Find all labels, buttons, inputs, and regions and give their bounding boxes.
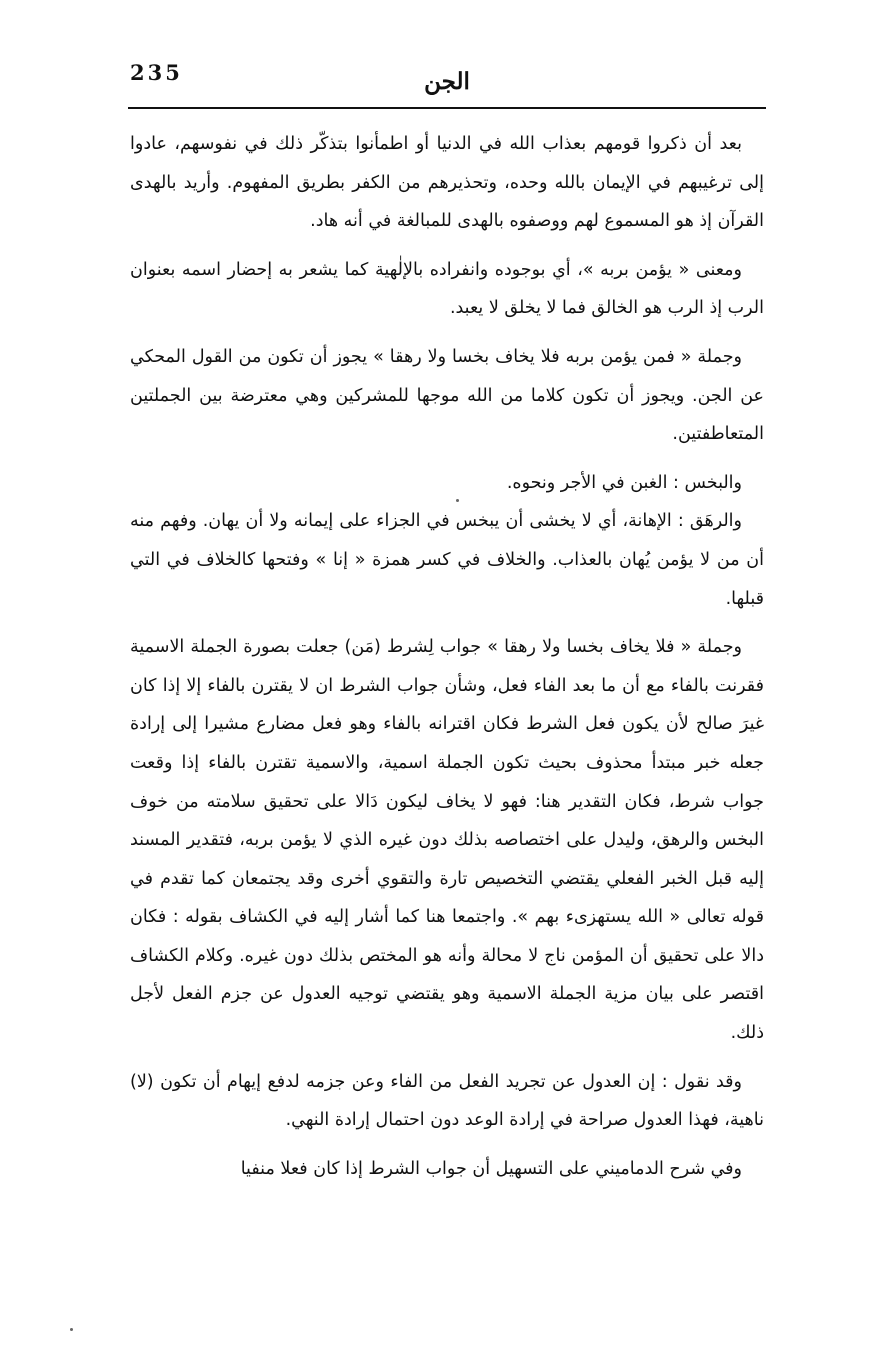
header-rule	[128, 107, 766, 109]
paragraph-6: وجملة « فلا يخاف بخسا ولا رهقا » جواب لِشرط (مَن) جعلت بصورة الجملة الاسمية فقرنت بالفاء مع أن ما بعد الفاء فعل، وشأن جواب الشرط ان لا يقترن بالفاء إلا إذا كان غيرَ صالح لأن يكون فعل الشرط فكان اقترانه بالفاء وهو فعل مضارع مشيرا إلى إرادة جعله خبر مبتدأ محذوف بحيث تكون الجملة اسمية، والاسمية تقترن بالفاء إذا وقعت جواب شرط، فكان التقدير هنا: فهو لا يخاف ليكون دَالا على تحقيق سلامته من خوف البخس والرهق، وليدل على اختصاصه بذلك دون غيره الذي لا يؤمن بربه، فتقدير المسند إليه قبل الخبر الفعلي يقتضي التخصيص تارة والتقوي أخرى وقد يجتمعان كما تقدم في قوله تعالى « الله يستهزىء بهم ». واجتمعا هنا كما أشار إليه في الكشاف بقوله : فكان دالا على تحقيق أن المؤمن ناج لا محالة وأنه هو المختص بذلك دون غيره. وكلام الكشاف اقتصر على بيان مزية الجملة الاسمية وهو يقتضي توجيه العدول عن جزم الفعل لأجل ذلك.	[130, 637, 764, 1044]
page-header	[128, 58, 766, 106]
scan-speck	[70, 1328, 73, 1331]
paragraph-5: والرهَق : الإهانة، أي لا يخشى أن يبخس في الجزاء على إيمانه ولا أن يهان. وفهم منه أن من لا يؤمن يُهان بالعذاب. والخلاف في كسر همزة « إنا » وفتحها كالخلاف في التي قبلها.	[130, 511, 764, 609]
paragraph-4: والبخس : الغبن في الأجر ونحوه.	[506, 472, 742, 493]
paragraph-3: وجملة « فمن يؤمن بربه فلا يخاف بخسا ولا رهقا » يجوز أن تكون من القول المحكي عن الجن. ويجوز أن تكون كلاما من الله موجها للمشركين وهي معترضة بين الجملتين المتعاطفتين.	[130, 346, 764, 445]
running-title: الجن	[424, 68, 470, 95]
scan-speck	[456, 499, 459, 502]
paragraph-1: بعد أن ذكروا قومهم بعذاب الله في الدنيا أو اطمأنوا بتذكّر ذلك في نفوسهم، عادوا إلى ترغيبهم في الإيمان بالله وحده، وتحذيرهم من الكفر بطريق المفهوم. وأريد بالهدى القرآن إذ هو المسموع لهم ووصفوه بالهدى للمبالغة في أنه هاد.	[130, 134, 764, 232]
paragraph-2: ومعنى « يؤمن بربه »، أي بوجوده وانفراده بالإلٰهية كما يشعر به إحضار اسمه بعنوان الرب إذ الرب هو الخالق فما لا يخلق لا يعبد.	[130, 259, 764, 319]
page-body	[130, 125, 764, 1198]
page-number: 235	[130, 60, 183, 85]
paragraph-7: وقد نقول : إن العدول عن تجريد الفعل من الفاء وعن جزمه لدفع إيهام أن تكون (لا) ناهية، فهذا العدول صراحة في إرادة الوعد دون احتمال إرادة النهي.	[130, 1071, 764, 1131]
paragraph-8: وفي شرح الدماميني على التسهيل أن جواب الشرط إذا كان فعلا منفيا	[240, 1158, 742, 1179]
